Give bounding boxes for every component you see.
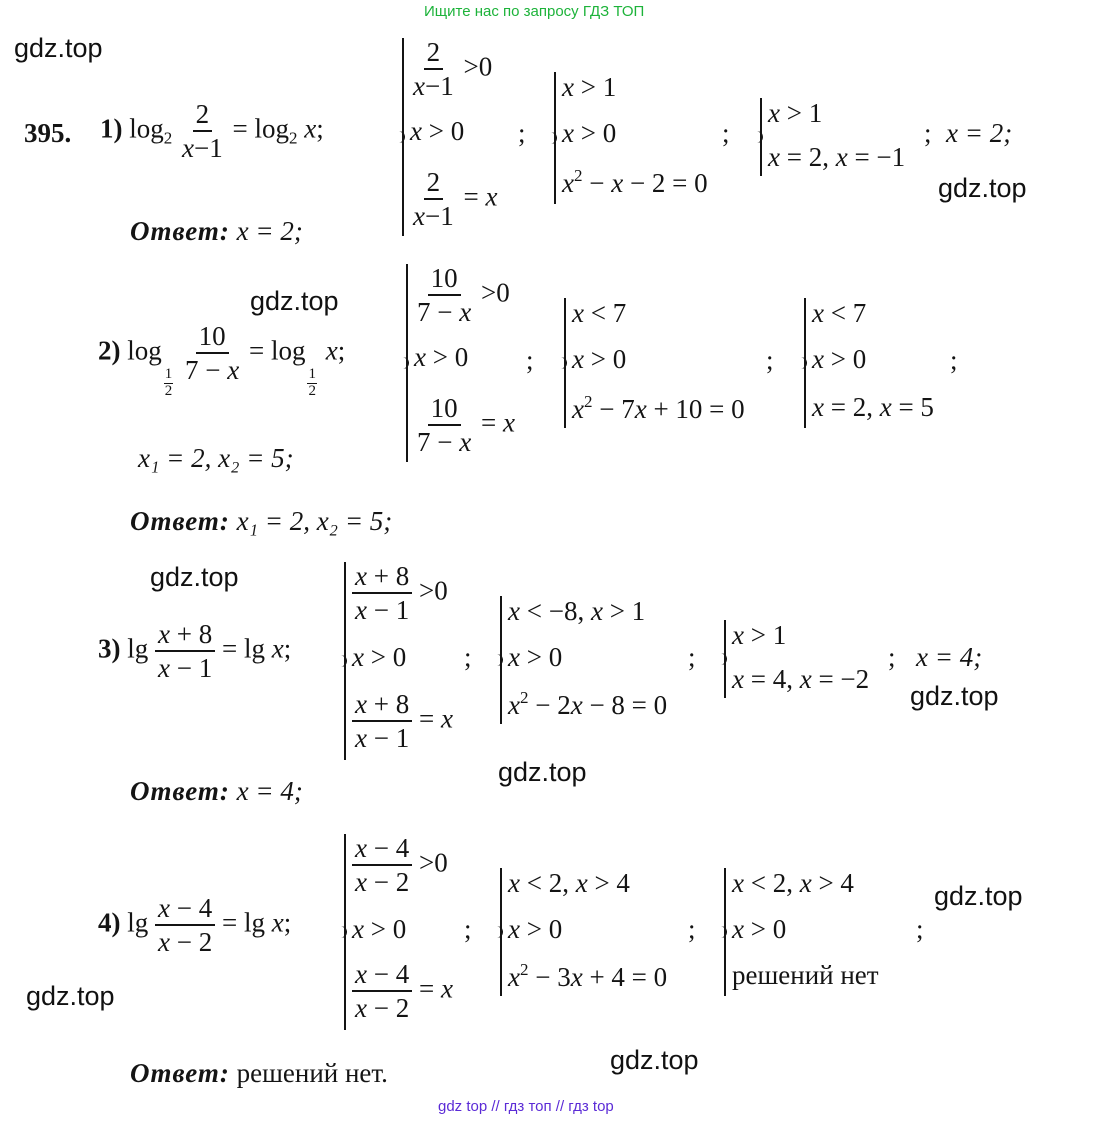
- semicolon: ;: [766, 345, 774, 375]
- semicolon: ;: [464, 914, 472, 944]
- no-solutions-text: решений нет: [732, 960, 879, 990]
- semicolon: ;: [924, 118, 932, 148]
- part2-answer-value: x₁ = 2, x₂ = 5;: [236, 506, 393, 536]
- watermark: gdz.top: [250, 286, 339, 316]
- watermark: gdz.top: [498, 757, 587, 787]
- problem-number: 395.: [24, 118, 72, 148]
- part4-system-1: $\frac{x - 4}{x - 2}$ >0 x > 0 $\frac{x - 4}{x - 2}$ = x: [344, 834, 470, 1030]
- watermark: gdz.top: [150, 562, 239, 592]
- part3-label: 3): [98, 633, 121, 664]
- part3-system-3: x > 1 x = 4, x = −2: [724, 620, 896, 698]
- semicolon: ;: [950, 345, 958, 375]
- watermark: gdz.top: [938, 173, 1027, 203]
- semicolon: ;: [916, 914, 924, 944]
- part1-result: x = 2;: [946, 118, 1013, 148]
- part1-system-2: x > 1 x > 0 $x^2 - x - 2 = 0$: [554, 72, 726, 204]
- part1-label: 1): [100, 113, 123, 144]
- semicolon: ;: [888, 642, 896, 672]
- answer-label: Ответ:: [130, 1058, 230, 1088]
- watermark: gdz.top: [26, 981, 115, 1011]
- semicolon: ;: [526, 345, 534, 375]
- part4-label: 4): [98, 907, 121, 938]
- watermark: gdz.top: [910, 681, 999, 711]
- part1-system-1: $\frac{2}{x-1}$ >0 x > 0 $\frac{2}{x-1}$ = x: [402, 38, 524, 236]
- part2-equation: 2) log $\frac{1}{2}$ $\frac{10}{7 - x}$ = log $\frac{1}{2}$ x;: [98, 321, 346, 399]
- banner-text: Ищите нас по запросу ГДЗ ТОП: [424, 3, 645, 20]
- watermark: gdz.top: [610, 1045, 699, 1075]
- part2-roots: x₁ = 2, x₂ = 5;: [138, 443, 294, 473]
- part4-equation: 4) lg $\frac{x - 4}{x - 2}$ = lg x;: [98, 893, 292, 958]
- part3-result: x = 4;: [916, 642, 983, 672]
- part1-answer-value: x = 2;: [236, 216, 303, 246]
- part2-system-1: $\frac{10}{7 - x}$ >0 x > 0 $\frac{10}{7 - x}$ = x: [406, 264, 532, 462]
- semicolon: ;: [464, 642, 472, 672]
- semicolon: ;: [722, 118, 730, 148]
- part2-system-2: x < 7 x > 0 $x^2 - 7x + 10 = 0$: [564, 298, 766, 428]
- answer-label: Ответ:: [130, 506, 230, 536]
- part4-system-2: x < 2, x > 4 x > 0 $x^2 - 3x + 4 = 0$: [500, 868, 688, 996]
- part1-answer: [130, 216, 303, 247]
- watermark: gdz.top: [934, 881, 1023, 911]
- part2-system-3: x < 7 x > 0 x = 2, x = 5: [804, 298, 956, 428]
- answer-label: Ответ:: [130, 216, 230, 246]
- footer-links: gdz top // гдз топ // гдз top: [438, 1098, 614, 1115]
- part4-answer-value: решений нет.: [236, 1058, 388, 1088]
- part3-system-2: x < −8, x > 1 x > 0 $x^2 - 2x - 8 = 0$: [500, 596, 688, 724]
- part3-system-1: $\frac{x + 8}{x - 1}$ >0 x > 0 $\frac{x + 8}{x - 1}$ = x: [344, 562, 470, 760]
- part4-system-3: x < 2, x > 4 x > 0 решений нет: [724, 868, 926, 996]
- watermark: gdz.top: [14, 33, 103, 63]
- part4-answer: [130, 1058, 388, 1089]
- part2-answer: [130, 506, 392, 537]
- semicolon: ;: [518, 118, 526, 148]
- part3-equation: 3) lg $\frac{x + 8}{x - 1}$ = lg x;: [98, 619, 292, 684]
- part1-system-3: x > 1 x = 2, x = −1: [760, 98, 932, 176]
- semicolon: ;: [688, 914, 696, 944]
- part3-answer-value: x = 4;: [236, 776, 303, 806]
- answer-label: Ответ:: [130, 776, 230, 806]
- part1-equation: 1) $\log_2$ $\frac{2}{x-1}$ = $\log_2 x$;: [100, 99, 324, 164]
- part2-label: 2): [98, 335, 121, 366]
- part3-answer: [130, 776, 303, 807]
- semicolon: ;: [688, 642, 696, 672]
